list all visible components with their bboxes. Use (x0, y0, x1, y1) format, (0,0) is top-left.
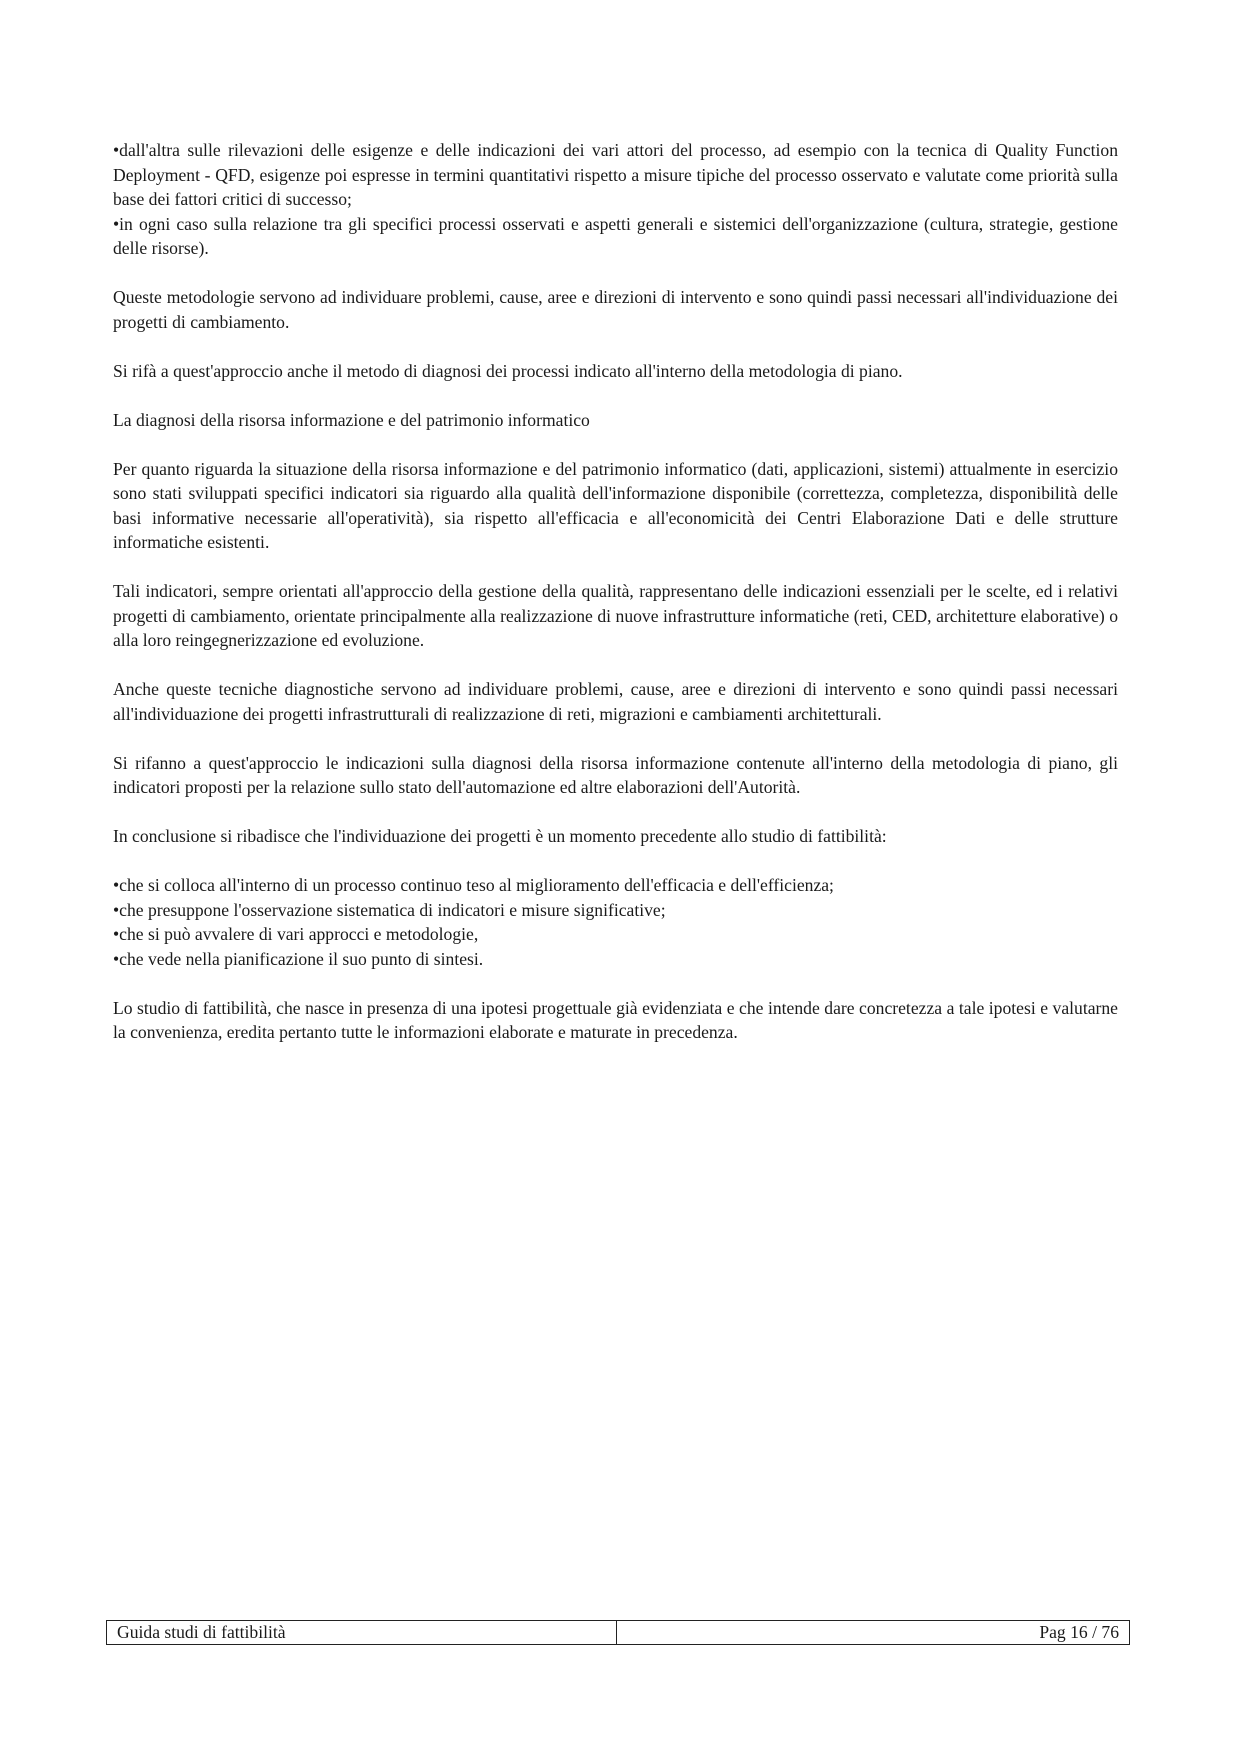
paragraph: In conclusione si ribadisce che l'individuazione dei progetti è un momento precedente allo studio di fattibilità: (113, 826, 887, 846)
bullet-item: •che si colloca all'interno di un processo continuo teso al miglioramento dell'efficacia e dell'efficienza; (113, 875, 834, 895)
paragraph: Lo studio di fattibilità, che nasce in presenza di una ipotesi progettuale già evidenziata e che intende dare concretezza a tale ipotesi e valutarne la convenienza, eredita pertanto tutte le informazioni elaborate e maturate in precedenza. (113, 997, 1118, 1042)
bullet-item: •che si può avvalere di vari approcci e metodologie, (113, 924, 479, 944)
bullet-item: •dall'altra sulle rilevazioni delle esigenze e delle indicazioni dei vari attori del processo, ad esempio con la tecnica di Quality Function Deployment - QFD, esigenze poi espresse in termini quantitativi rispetto a misure tipiche del processo osservato e valutate come priorità sulla base dei fattori critici di successo; (113, 140, 1118, 209)
paragraph: Per quanto riguarda la situazione della risorsa informazione e del patrimonio informatico (dati, applicazioni, sistemi) attualmente in esercizio sono stati sviluppati specifici indicatori sia riguardo alla qualità dell'informazione disponibile (correttezza, completezza, disponibilità delle basi informative necessarie all'operatività), sia rispetto all'efficacia e all'economicità dei Centri Elaborazione Dati e delle strutture informatiche esistenti. (113, 458, 1118, 552)
bullet-item: •in ogni caso sulla relazione tra gli specifici processi osservati e aspetti generali e sistemici dell'organizzazione (cultura, strategie, gestione delle risorse). (113, 213, 1118, 258)
bullet-list-conclusion (113, 873, 1118, 971)
paragraph: Si rifanno a quest'approccio le indicazioni sulla diagnosi della risorsa informazione contenute all'interno della metodologia di piano, gli indicatori proposti per la relazione sullo stato dell'automazione ed altre elaborazioni dell'Autorità. (113, 752, 1118, 797)
paragraph: Si rifà a quest'approccio anche il metodo di diagnosi dei processi indicato all'interno della metodologia di piano. (113, 360, 903, 381)
paragraph: Anche queste tecniche diagnostiche servono ad individuare problemi, cause, aree e direzioni di intervento e sono quindi passi necessari all'individuazione dei progetti infrastrutturali di realizzazione di reti, migrazioni e cambiamenti architetturali. (113, 679, 1118, 724)
page-footer (106, 1620, 1130, 1645)
section-heading: La diagnosi della risorsa informazione e del patrimonio informatico (113, 409, 590, 430)
paragraph: Queste metodologie servono ad individuare problemi, cause, aree e direzioni di intervento e sono quindi passi necessari all'individuazione dei progetti di cambiamento. (113, 287, 1118, 332)
footer-document-title: Guida studi di fattibilità (107, 1621, 617, 1644)
page-body (113, 138, 1118, 1069)
bullet-item: •che presuppone l'osservazione sistematica di indicatori e misure significative; (113, 899, 666, 920)
paragraph: Tali indicatori, sempre orientati all'approccio della gestione della qualità, rappresentano delle indicazioni essenziali per le scelte, ed i relativi progetti di cambiamento, orientate principalmente alla realizzazione di nuove infrastrutture informatiche (reti, CED, architetture elaborative) o alla loro reingegnerizzazione ed evoluzione. (113, 581, 1118, 650)
bullet-item: •che vede nella pianificazione il suo punto di sintesi. (113, 948, 484, 969)
footer-page-number: Pag 16 / 76 (1039, 1622, 1119, 1642)
bullet-list-top (113, 138, 1118, 261)
